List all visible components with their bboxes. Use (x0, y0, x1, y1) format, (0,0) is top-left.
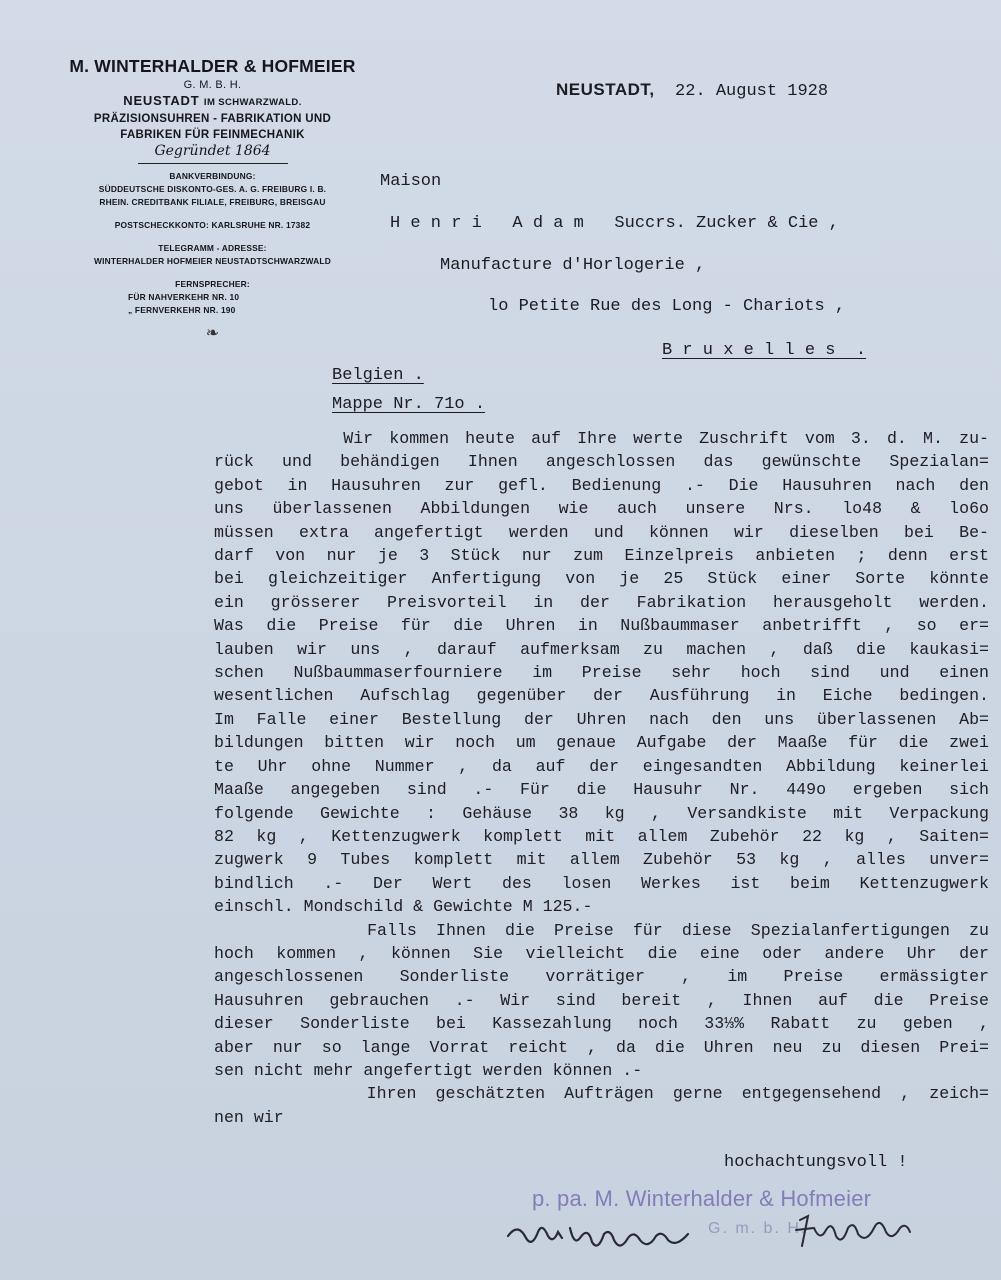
body-line: bildungen bitten wir noch um genaue Aufgabe der Maaße für die zwei (214, 733, 989, 753)
body-line: uns überlassenen Abbildungen wie auch unsere Nrs. lo48 & lo6o (214, 499, 989, 519)
body-line: nen wir (214, 1107, 284, 1127)
body-line: Wir kommen heute auf Ihre werte Zuschrift vom 3. d. M. zu- (214, 429, 989, 448)
founded-line: Gegründet 1864 (154, 143, 271, 159)
bank-line-2: RHEIN. CREDITBANK FILIALE, FREIBURG, BREISGAU (99, 197, 326, 207)
address-line-5: B r u x e l l e s . (662, 341, 867, 360)
body-line: gebot in Hausuhren zur gefl. Bedienung .- Die Hausuhren nach den (214, 475, 989, 495)
body-line: bei gleichzeitiger Anfertigung von je 25 Stück einer Sorte könnte (214, 569, 989, 589)
telegram-title: TELEGRAMM - ADRESSE: (158, 243, 267, 253)
company-stamp-legal: G. m. b. H. (708, 1220, 808, 1237)
date-text: 22. August 1928 (675, 82, 829, 101)
body-line: angeschlossenen Sonderliste vorrätiger , im Preise ermässigter (214, 967, 989, 987)
body-line: Im Falle einer Bestellung der Uhren nach den uns überlassenen Ab= (214, 709, 989, 729)
firm-legal-form: G. M. B. H. (183, 79, 242, 91)
body-line: folgende Gewichte : Gehäuse 38 kg , Versandkiste mit Verpackung (214, 803, 989, 823)
firm-business-line-2: FABRIKEN FÜR FEINMECHANIK (120, 129, 305, 141)
firm-city-name: NEUSTADT (123, 93, 200, 108)
firm-city-suffix: IM SCHWARZWALD. (203, 97, 302, 108)
body-line: aber nur so lange Vorrat reicht , da die Uhren neu zu diesen Prei= (214, 1037, 989, 1057)
letterhead (40, 56, 385, 343)
address-line-1: Maison (380, 172, 442, 191)
body-line: 82 kg , Kettenzugwerk komplett mit allem Zubehör 22 kg , Saiten= (214, 826, 989, 846)
firm-city (40, 93, 385, 111)
firm-business-line-1: PRÄZISIONSUHREN - FABRIKATION UND (93, 113, 332, 125)
body-line: rück und behändigen Ihnen angeschlossen das gewünschte Spezialan= (214, 452, 989, 472)
reference-country: Belgien . (332, 366, 424, 385)
closing: hochachtungsvoll ! (724, 1153, 908, 1172)
firm-name: M. WINTERHALDER & HOFMEIER (69, 56, 356, 76)
body-line: te Uhr ohne Nummer , da auf der eingesandten Abbildung keinerlei (214, 756, 989, 776)
body-line: darf von nur je 3 Stück nur zum Einzelpreis anbieten ; denn erst (214, 546, 989, 566)
telegram-address: WINTERHALDER HOFMEIER NEUSTADTSCHWARZWALD (94, 256, 331, 266)
body-line: müssen extra angefertigt werden und können wir dieselben bei Be- (214, 522, 989, 542)
body-line: hoch kommen , können Sie vielleicht die eine oder andere Uhr der (214, 943, 989, 963)
body-line: Falls Ihnen die Preise für diese Spezialanfertigungen zu (214, 920, 989, 940)
body-line: lauben wir uns , darauf aufmerksam zu machen , daß die kaukasi= (214, 639, 989, 659)
phone-title: FERNSPRECHER: (175, 279, 250, 289)
handwritten-signature (500, 1208, 950, 1258)
body-line: zugwerk 9 Tubes komplett mit allem Zubehör 53 kg , alles unver= (214, 850, 989, 870)
divider (138, 163, 288, 164)
body-line: Ihren geschätzten Aufträgen gerne entgegensehend , zeich= (214, 1084, 989, 1104)
body-line: wesentlichen Aufschlag gegenüber der Ausführung in Eiche bedingen. (214, 686, 989, 706)
company-stamp: p. pa. M. Winterhalder & Hofmeier (532, 1186, 872, 1211)
address-line-2: H e n r i A d a m Succrs. Zucker & Cie , (390, 214, 839, 233)
body-line: dieser Sonderliste bei Kassezahlung noch 33⅓% Rabatt zu geben , (214, 1014, 989, 1034)
bank-title: BANKVERBINDUNG: (169, 171, 256, 181)
body-line: einschl. Mondschild & Gewichte M 125.- (214, 897, 593, 917)
body-line: bindlich .- Der Wert des losen Werkes ist beim Kettenzugwerk (214, 873, 989, 893)
body-line: Hausuhren gebrauchen .- Wir sind bereit , Ihnen auf die Preise (214, 990, 989, 1010)
reference-file: Mappe Nr. 71o . (332, 395, 486, 414)
body-line: Was die Preise für die Uhren in Nußbaummaser anbetrifft , so er= (214, 616, 989, 636)
ornament-icon: ❧ (205, 325, 220, 342)
body-line: ein grösserer Preisvorteil in der Fabrikation herausgeholt werden. (214, 592, 989, 612)
address-line-3: Manufacture d'Horlogerie , (440, 256, 706, 275)
date-city: NEUSTADT, (556, 80, 655, 99)
date-line (556, 80, 828, 101)
letter-body (214, 427, 989, 1129)
postcheck: POSTSCHECKKONTO: KARLSRUHE NR. 17382 (114, 220, 311, 230)
address-line-4: lo Petite Rue des Long - Chariots , (488, 297, 846, 316)
body-line: schen Nußbaummaserfourniere im Preise sehr hoch sind und einen (214, 663, 989, 683)
phone-local: FÜR NAHVERKEHR NR. 10 (128, 292, 240, 302)
phone-long-distance: „ FERNVERKEHR NR. 190 (128, 305, 236, 315)
body-line: sen nicht mehr angefertigt werden können .- (214, 1060, 643, 1080)
bank-line-1: SÜDDEUTSCHE DISKONTO-GES. A. G. FREIBURG I. B. (98, 184, 327, 194)
body-line: Maaße angegeben sind .- Für die Hausuhr Nr. 449o ergeben sich (214, 780, 989, 800)
